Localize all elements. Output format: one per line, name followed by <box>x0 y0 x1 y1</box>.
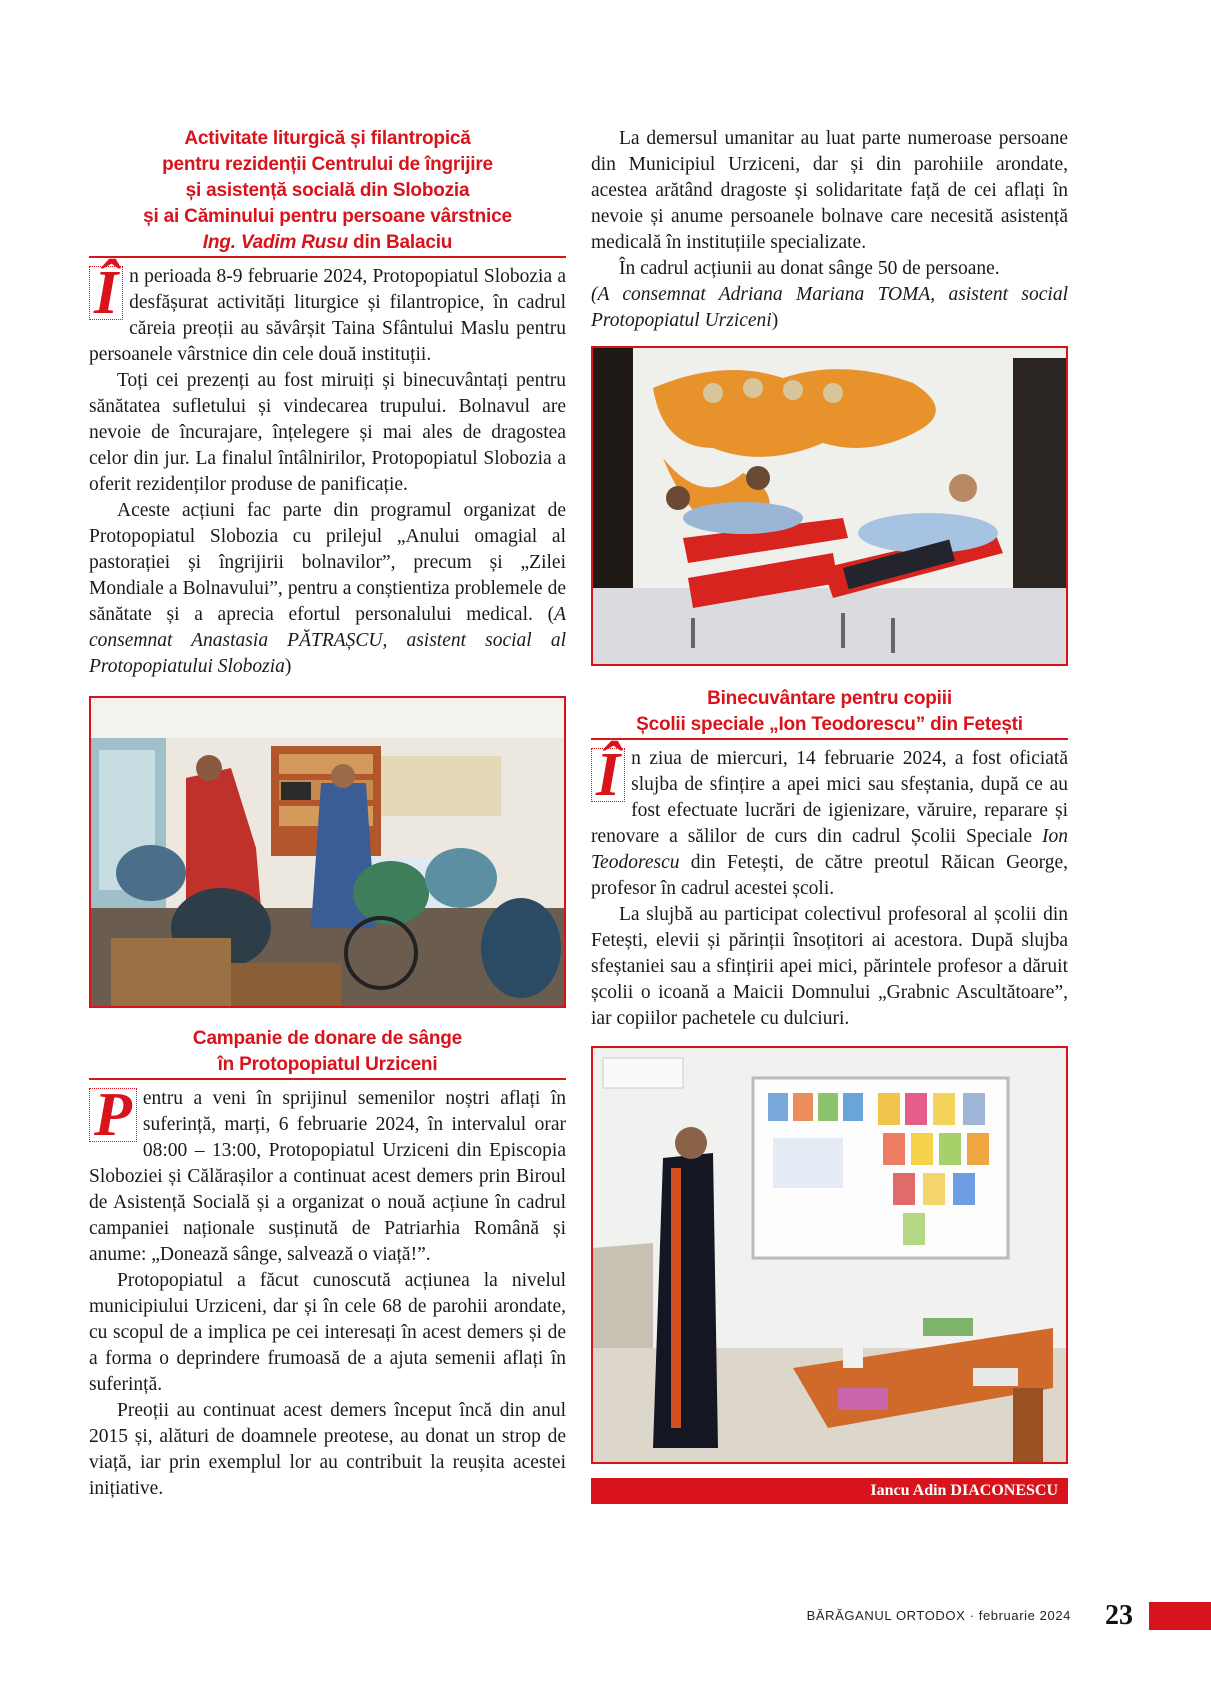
article1-body <box>89 259 566 680</box>
article2-title-line: Campanie de donare de sânge <box>192 1028 463 1049</box>
article1-p1-text: n perioada 8-9 februarie 2024, Protopopiatul Slobozia a desfășurat activități liturgice și filantropice, în cadrul căreia preoții au săvârșit Taina Sfântului Maslu pentru persoanele vârstnice din cele două instituții. <box>89 266 566 365</box>
classroom-scene-image <box>593 1048 1066 1462</box>
article1-author-suffix: din Balaciu <box>347 232 453 253</box>
article2-paragraph: La demersul umanitar au luat parte numeroase persoane din Municipiul Urziceni, dar și din parohiile arondate, acestea arătând dragoste și solidaritate față de cei aflați în nevoie și anume persoanele bolnave care necesită asistență medicală în instituțiile specializate. <box>591 128 1068 253</box>
article2-body <box>89 1081 566 1502</box>
article3-paragraph: La slujbă au participat colectivul profesoral al școlii din Fetești, elevii și părinții însoțitori ai acestora. După slujba sfeștaniei sau a sfințirii apei mici, părintele profesor a dăruit școlii o icoană a Maicii Domnului „Grabnic Ascultătoare”, iar copiilor pachetele cu dulciuri. <box>591 904 1068 1029</box>
article3-title-line: Școlii speciale „Ion Teodorescu” din Fetești <box>636 714 1023 735</box>
article1-title-line: și asistență socială din Slobozia <box>185 180 470 201</box>
article2-signature-line <box>591 282 1068 334</box>
photo-unction <box>89 696 566 1008</box>
article1-title-line: Activitate liturgică și filantropică <box>184 128 471 149</box>
article3-title-line: Binecuvântare pentru copiii <box>707 688 952 709</box>
article2-signature-end: ) <box>771 310 779 331</box>
article3-p1-text-end: din Fetești, de către preotul Răican George, profesor în cadrul acestei școli. <box>591 852 1068 899</box>
article1-signature: A consemnat Anastasia PĂTRAȘCU, asistent social al Protopopiatului Slobozia <box>89 604 566 677</box>
article1-paragraph <box>89 259 566 368</box>
photo-blood-donation <box>591 346 1068 666</box>
article1-paragraph <box>89 498 566 680</box>
article1-author: Ing. Vadim Rusu <box>202 232 348 253</box>
magazine-name: BĂRĂGANUL ORTODOX · februarie 2024 <box>806 1608 1071 1623</box>
article2-title <box>89 1026 566 1080</box>
blood-donation-scene-image <box>593 348 1066 664</box>
page-number: 23 <box>1105 1600 1133 1631</box>
article2-p1-text: entru a veni în sprijinul semenilor noștri aflați în suferință, marți, 6 februarie 2024, în intervalul orar 08:00 – 13:00, Protopopiatul Urziceni din Episcopia Sloboziei și Călărașilor a continuat acest demers prin Biroul de Asistență Socială și a organizat o nouă acțiune în cadrul campaniei naționale susținută de Patriarhia Română și anume: „Donează sânge, salvează o viață!”. <box>89 1088 566 1265</box>
article2-title-line: în Protopopiatul Urziceni <box>217 1054 438 1075</box>
article3-p1-text: n ziua de miercuri, 14 februarie 2024, a fost oficiată slujba de sfințire a apei mici sau sfeștania, după ce au fost efectuate lucrări de igienizare, văruire, reparare și renovare a sălilor de curs din cadrul Școlii Speciale <box>591 748 1068 847</box>
article1-p3-text: Aceste acțiuni fac parte din programul organizat de Protopopiatul Slobozia cu prilejul „Anului omagial al pastorației și îngrijirii bolnavilor”, precum și „Zilei Mondiale a Bolnavului”, pentru a conștientiza problemele de sănătate și a aprecia efortul personalului medical. ( <box>89 500 566 625</box>
article2-paragraph: În cadrul acțiunii au donat sânge 50 de persoane. <box>619 258 1000 279</box>
article2-signature: (A consemnat Adriana Mariana TOMA, asistent social Protopopiatul Urziceni <box>591 284 1068 331</box>
article1-author-line <box>89 230 566 256</box>
article1-p3-end: ) <box>284 656 292 677</box>
article1-title-line: și ai Căminului pentru persoane vârstnice <box>143 206 512 227</box>
page-footer <box>0 1600 1211 1632</box>
article2-paragraph: Protopopiatul a făcut cunoscută acțiunea la nivelul municipiului Urziceni, dar și în cele 68 de parohii arondate, cu scopul de a implica pe cei interesați în acest demers și de a forma o deprindere frumoasă de a ajuta semenii aflați în suferință. <box>89 1270 566 1395</box>
photo-classroom-blessing <box>591 1046 1068 1464</box>
article3-title <box>591 686 1068 740</box>
article1-title <box>89 126 566 258</box>
article3-paragraph <box>591 741 1068 902</box>
dropcap: Î <box>89 266 123 320</box>
article3-body <box>591 741 1068 1032</box>
dropcap: Î <box>591 748 625 802</box>
footer-accent-bar <box>1149 1602 1211 1630</box>
article1-title-line: pentru rezidenții Centrului de îngrijire <box>162 154 493 175</box>
article1-paragraph: Toți cei prezenți au fost miruiți și binecuvântați pentru sănătatea sufletului și vindecarea trupului. Bolnavul are nevoie de încurajare, înțelegere și mai ales de dragostea celor din jur. La finalul întâlnirilor, Protopopiatul Slobozia a oferit rezidenților produse de panificație. <box>89 370 566 495</box>
right-column <box>591 126 1068 1504</box>
article2-paragraph <box>89 1081 566 1268</box>
article3-school-name: Ion Teodorescu <box>591 826 1068 873</box>
left-column <box>89 126 566 1502</box>
unction-scene-image <box>91 698 564 1006</box>
article2-paragraph: Preoții au continuat acest demers început încă din anul 2015 și, alături de doamnele preotese, au donat un strop de viață, iar prin exemplul lor au contribuit la reușita acestei inițiative. <box>89 1400 566 1499</box>
photo-credit: Iancu Adin DIACONESCU <box>591 1478 1068 1504</box>
dropcap: P <box>89 1088 137 1142</box>
